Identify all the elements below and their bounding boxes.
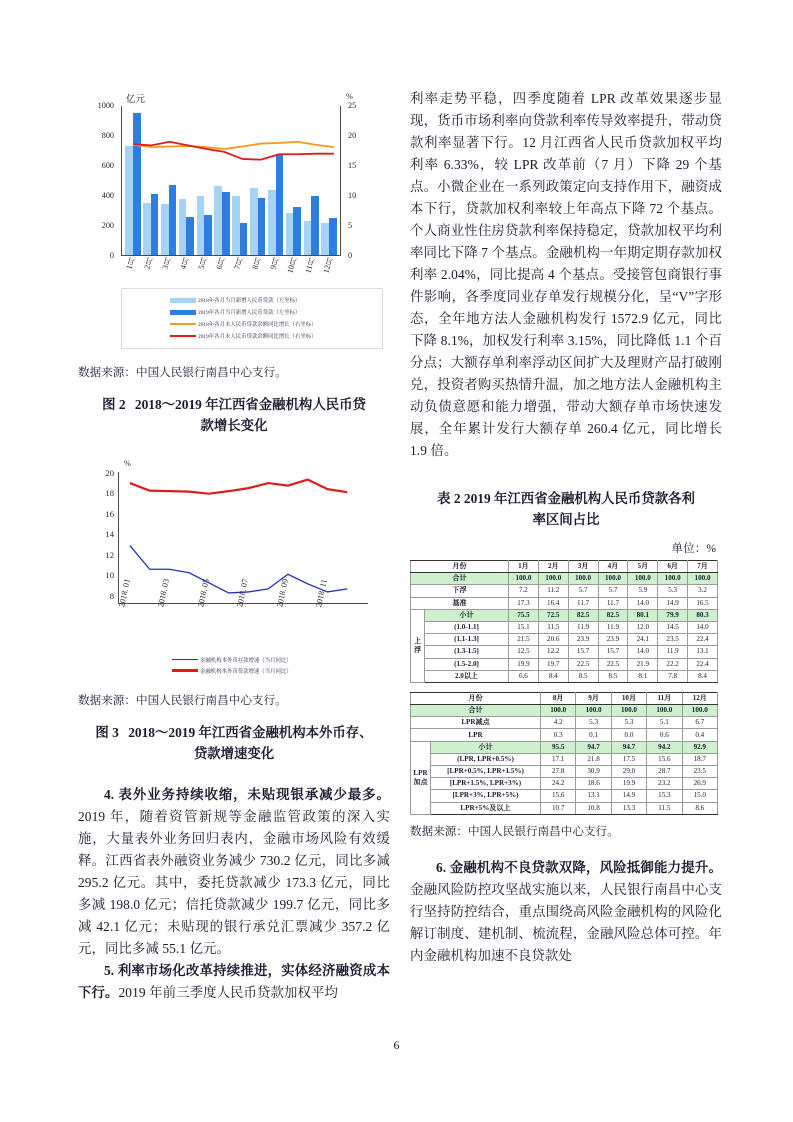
chart2-x-tick: 8月 <box>250 256 263 271</box>
table-cell: 5.7 <box>568 585 598 597</box>
table-row <box>411 766 718 778</box>
table-cell: 15.0 <box>682 790 717 802</box>
table-cell: 82.5 <box>568 609 598 621</box>
chart3-ytick-14: 14 <box>105 529 114 539</box>
table-header-cell: 4月 <box>598 561 628 573</box>
chart2-legend-label: 2018年各月末人民币贷款余额同比增长（右坐标） <box>198 321 317 329</box>
table-cell: 8.4 <box>538 670 568 682</box>
table-side-label: LPR加点 <box>411 741 431 814</box>
chart2-y2tick-20: 20 <box>348 131 357 140</box>
table-cell: 6.7 <box>682 717 717 729</box>
table-cell: 22.5 <box>568 658 598 670</box>
table-header-cell: 2月 <box>538 561 568 573</box>
table-cell: 22.4 <box>688 658 718 670</box>
chart2-y2tick-10: 10 <box>348 191 357 200</box>
table-2-title-line2: 率区间占比 <box>532 512 600 527</box>
chart2-legend-item <box>122 330 382 342</box>
table-cell: 100.0 <box>647 705 682 717</box>
table-cell: 79.9 <box>658 609 688 621</box>
table-cell: 11.5 <box>538 621 568 633</box>
table-cell: 13.1 <box>576 790 611 802</box>
table-cell: 14.0 <box>628 597 658 609</box>
table-cell: 15.6 <box>541 790 576 802</box>
chart2-legend <box>121 288 383 349</box>
table-cell: 10.7 <box>541 802 576 814</box>
table-cell: 8.5 <box>568 670 598 682</box>
table-row-label: LPR+5%及以上 <box>431 802 541 814</box>
chart3-ytick-16: 16 <box>105 509 114 519</box>
chart3-x-tick: 2018. 11 <box>314 578 330 608</box>
figure-2-label: 图 2 <box>102 397 126 412</box>
chart2-ytick-800: 800 <box>101 131 114 140</box>
table-row <box>411 609 718 621</box>
chart2-y2tick-0: 0 <box>348 251 353 260</box>
table-cell: 11.2 <box>538 585 568 597</box>
chart2-left-axis-unit: 亿元 <box>126 95 146 105</box>
table-2-block-1 <box>410 560 718 683</box>
table-header-cell: 月份 <box>411 561 509 573</box>
table-cell: 100.0 <box>598 573 628 585</box>
paragraph-5 <box>78 960 390 1004</box>
table-cell: 24.2 <box>541 778 576 790</box>
table-cell: 27.8 <box>541 766 576 778</box>
paragraph-top-continuation: 利率走势平稳，四季度随着 LPR 改革效果逐步显现，货币市场利率向贷款利率传导效率提升，带动贷款利率显著下行。12 月江西省人民币贷款加权平均利率 6.33%，较 LPR 改革前（7 月）下降 29 个基点。小微企业在一系列政策定向支持作用下，融资成本下行，贷款加权利率较上年高点下降 72 个基点。个人商业性住房贷款利率保持稳定，贷款加权平均利率同比下降 7 个基点。金融机构一年期定期存款加权利率 2.04%，同比提高 4 个基点。受接管包商银行事件影响，各季度同业存单发行规模分化，呈“V”字形态，全年地方法人金融机构发行 1572.9 亿元，同比下降 8.1%，加权发行利率 3.15%，同比降低 1.1 个百分点；大额存单利率浮动区间扩大及理财产品打破刚兑，投资者购买热情升温，加之地方法人金融机构主动负债意愿和能力增强，带动大额存单市场快速发展，全年累计发行大额存单 260.4 亿元，同比增长 1.9 倍。 <box>410 91 722 458</box>
table-cell: 29.0 <box>611 766 646 778</box>
table-cell: 92.9 <box>682 741 717 753</box>
table-cell: 21.8 <box>576 753 611 765</box>
table-2-title-line1: 2019 年江西省金融机构人民币贷款各利 <box>463 491 695 506</box>
table-row <box>411 670 718 682</box>
chart3-x-tick: 2018. 01 <box>117 578 132 608</box>
table-cell: 23.9 <box>568 634 598 646</box>
chart2-ytick-1000: 1000 <box>97 101 114 110</box>
chart2-x-tick: 4月 <box>178 256 191 271</box>
figure-3-title-line1: 2018～2019 年江西省金融机构本外币存、 <box>128 725 373 740</box>
chart2-legend-label: 2019年各月当月新增人民币贷款（左坐标） <box>198 309 301 317</box>
left-column <box>78 88 390 1004</box>
chart3-ytick-8: 8 <box>109 591 114 601</box>
table-2-block-2 <box>410 692 718 815</box>
chart2-x-tick: 3月 <box>160 256 173 271</box>
paragraph-6 <box>410 857 722 967</box>
table-2-block-1-wrapper <box>410 560 722 683</box>
table-cell: 16.4 <box>538 597 568 609</box>
table-cell: 22.4 <box>688 634 718 646</box>
table-2-caption <box>410 488 722 530</box>
table-cell: 12.0 <box>628 621 658 633</box>
figure-3-title-line2: 贷款增速变化 <box>193 746 275 761</box>
table-cell: 100.0 <box>538 573 568 585</box>
chart3-x-tick: 2018. 09 <box>275 578 290 608</box>
table-cell: 11.5 <box>647 802 682 814</box>
chart3-ytick-12: 12 <box>105 550 114 560</box>
table-row-label: 合计 <box>411 705 541 717</box>
table-cell: 15.7 <box>598 646 628 658</box>
table-cell: 5.3 <box>611 717 646 729</box>
table-cell: 24.1 <box>628 634 658 646</box>
chart2-x-tick: 10月 <box>285 256 299 275</box>
table-cell: 30.9 <box>576 766 611 778</box>
chart3-legend-label: 金融机构本外币存款增速（当月同比） <box>200 657 292 664</box>
chart2-ytick-0: 0 <box>109 251 114 260</box>
figure-2-chart <box>78 88 390 356</box>
table-cell: 22.2 <box>658 658 688 670</box>
chart3-ytick-10: 10 <box>105 570 114 580</box>
chart3-legend-swatch <box>172 659 198 661</box>
table-row <box>411 658 718 670</box>
chart3-ytick-18: 18 <box>105 488 114 498</box>
table-cell: 18.6 <box>576 778 611 790</box>
table-cell: 95.5 <box>541 741 576 753</box>
table-cell: 14.0 <box>628 646 658 658</box>
table-row <box>411 634 718 646</box>
table-row-label: (1.5-2.0] <box>425 658 509 670</box>
table-row <box>411 585 718 597</box>
right-column <box>410 88 722 967</box>
chart2-x-axis-labels <box>121 258 341 284</box>
chart2-legend-swatch <box>170 298 196 303</box>
table-cell: 80.3 <box>688 609 718 621</box>
table-cell: 17.1 <box>541 753 576 765</box>
table-2-block-2-wrapper <box>410 692 722 815</box>
figure-3-chart <box>78 452 390 684</box>
chart3-legend <box>136 654 336 676</box>
paragraph-6-body: 金融风险防控攻坚战实施以来，人民银行南昌中心支行坚持防控结合，重点围绕高风险金融机构的风险化解订制度、建机制、梳流程，金融风险总体可控。年内金融机构加速不良贷款处 <box>410 881 722 963</box>
chart2-legend-label: 2019年各月末人民币贷款余额同比增长（右坐标） <box>198 333 317 341</box>
table-cell: 75.5 <box>509 609 539 621</box>
table-cell: 11.9 <box>658 646 688 658</box>
chart2-ytick-600: 600 <box>101 161 114 170</box>
chart2-x-tick: 1月 <box>124 256 137 271</box>
table-header-cell: 月份 <box>411 692 541 704</box>
table-cell: 15.3 <box>647 790 682 802</box>
table-header-cell: 11月 <box>647 692 682 704</box>
chart3-axis-unit: % <box>124 459 131 468</box>
table-cell: 82.5 <box>598 609 628 621</box>
table-row <box>411 621 718 633</box>
table-cell: 11.7 <box>568 597 598 609</box>
table-cell: 18.7 <box>682 753 717 765</box>
table-cell: 15.1 <box>509 621 539 633</box>
table-cell: 8.1 <box>628 670 658 682</box>
chart3-line <box>130 480 347 494</box>
table-row-label: [LPR+1.5%, LPR+3%) <box>431 778 541 790</box>
table-cell: 14.9 <box>611 790 646 802</box>
table-row-label: 合计 <box>411 573 509 585</box>
table-header-cell: 7月 <box>688 561 718 573</box>
chart2-legend-item <box>122 294 382 306</box>
chart2-y2tick-25: 25 <box>348 101 357 110</box>
table-row <box>411 573 718 585</box>
table-row <box>411 646 718 658</box>
table-cell: 100.0 <box>688 573 718 585</box>
chart2-y2tick-5: 5 <box>348 221 353 230</box>
table-cell: 5.9 <box>628 585 658 597</box>
table-cell: 19.9 <box>611 778 646 790</box>
table-cell: 5.3 <box>576 717 611 729</box>
table-cell: 20.6 <box>538 634 568 646</box>
table-row <box>411 802 718 814</box>
table-row <box>411 778 718 790</box>
table-cell: 100.0 <box>576 705 611 717</box>
chart2-plot-area <box>121 106 341 256</box>
table-header-cell: 12月 <box>682 692 717 704</box>
table-cell: 17.5 <box>611 753 646 765</box>
table-cell: 28.7 <box>647 766 682 778</box>
chart2-x-tick: 5月 <box>196 256 209 271</box>
chart2-legend-item <box>122 306 382 318</box>
table-cell: 15.7 <box>568 646 598 658</box>
table-cell: 8.5 <box>598 670 628 682</box>
table-row-label: 小计 <box>431 741 541 753</box>
table-header-cell: 5月 <box>628 561 658 573</box>
table-cell: 94.2 <box>647 741 682 753</box>
figure-3-label: 图 3 <box>95 725 119 740</box>
table-cell: 100.0 <box>658 573 688 585</box>
table-cell: 3.2 <box>688 585 718 597</box>
chart2-ytick-200: 200 <box>101 221 114 230</box>
table-row-label: 下浮 <box>411 585 509 597</box>
table-header-cell: 6月 <box>658 561 688 573</box>
table-cell: 23.9 <box>598 634 628 646</box>
table-cell: 12.2 <box>538 646 568 658</box>
paragraph-5-heading: 5. 利率市场化改革持续推进，实体经济融资成本下行。 <box>78 963 390 1000</box>
table-header-cell: 10月 <box>611 692 646 704</box>
chart2-right-axis-unit: % <box>346 92 353 101</box>
figure-2-title-line2: 款增长变化 <box>200 418 268 433</box>
table-cell: 100.0 <box>628 573 658 585</box>
table-cell: 0.6 <box>647 729 682 741</box>
table-cell: 23.2 <box>647 778 682 790</box>
table-cell: 11.7 <box>598 597 628 609</box>
table-cell: 22.5 <box>598 658 628 670</box>
table-cell: 19.9 <box>509 658 539 670</box>
table-cell: 14.5 <box>658 621 688 633</box>
table-row <box>411 597 718 609</box>
table-cell: 16.5 <box>688 597 718 609</box>
table-cell: 14.0 <box>688 621 718 633</box>
table-header-row <box>411 692 718 704</box>
chart2-x-tick: 2月 <box>142 256 155 271</box>
page-number: 6 <box>393 1038 400 1052</box>
table-row <box>411 741 718 753</box>
chart3-ytick-20: 20 <box>105 468 114 478</box>
table-row <box>411 790 718 802</box>
table-cell: 94.7 <box>576 741 611 753</box>
table-header-row <box>411 561 718 573</box>
paragraph-4-heading: 4. 表外业务持续收缩，未贴现银承减少最多。 <box>104 787 390 802</box>
table-cell: 8.6 <box>682 802 717 814</box>
chart3-legend-item <box>136 654 336 665</box>
chart2-line-overlay <box>122 106 341 255</box>
table-cell: 80.1 <box>628 609 658 621</box>
table-cell: 5.3 <box>658 585 688 597</box>
chart2-x-tick: 12月 <box>321 256 335 275</box>
figure-3-source: 数据来源：中国人民银行南昌中心支行。 <box>78 694 287 707</box>
figure-2-caption <box>78 394 390 436</box>
table-row-label: LPR <box>411 729 541 741</box>
table-row-label: [LPR+3%, LPR+5%) <box>431 790 541 802</box>
paragraph-4 <box>78 784 390 960</box>
figure-2-source: 数据来源：中国人民银行南昌中心支行。 <box>78 366 287 379</box>
table-cell: 5.7 <box>598 585 628 597</box>
paragraph-4-body: 2019 年，随着资管新规等金融监管政策的深入实施，大量表外业务回归表内，金融市场风险有效缓释。江西省表外融资业务减少 730.2 亿元，同比多减 295.2 亿元。其中，委托贷款减少 173.3 亿元，同比多减 198.0 亿元；信托贷款减少 199.7 亿元，同比多减 42.1 亿元；未贴现的银行承兑汇票减少 357.2 亿元，同比多减 55.1 亿元。 <box>78 809 390 956</box>
chart2-legend-swatch <box>170 310 196 315</box>
table-side-label: 上浮 <box>411 609 425 682</box>
chart2-x-tick: 11月 <box>303 256 317 274</box>
table-row-label: LPR减点 <box>411 717 541 729</box>
table-row-label: 小计 <box>425 609 509 621</box>
table-cell: 100.0 <box>541 705 576 717</box>
chart3-x-tick: 2018. 05 <box>196 578 211 608</box>
table-row-label: [LPR+0.5%, LPR+1.5%) <box>431 766 541 778</box>
table-cell: 72.5 <box>538 609 568 621</box>
table-cell: 12.5 <box>509 646 539 658</box>
table-cell: 94.7 <box>611 741 646 753</box>
table-cell: 7.2 <box>509 585 539 597</box>
chart2-line <box>133 142 334 160</box>
table-cell: 17.3 <box>509 597 539 609</box>
table-cell: 0.1 <box>576 729 611 741</box>
paragraph-5-body: 2019 年前三季度人民币贷款加权平均 <box>118 985 338 1000</box>
table-row-label: (LPR, LPR+0.5%) <box>431 753 541 765</box>
table-cell: 10.8 <box>576 802 611 814</box>
table-cell: 4.2 <box>541 717 576 729</box>
table-cell: 19.7 <box>538 658 568 670</box>
table-cell: 13.3 <box>611 802 646 814</box>
table-header-cell: 3月 <box>568 561 598 573</box>
table-cell: 23.5 <box>658 634 688 646</box>
figure-2-title-line1: 2018～2019 年江西省金融机构人民币贷 <box>134 397 366 412</box>
paragraph-6-heading: 6. 金融机构不良贷款双降，风险抵御能力提升。 <box>436 859 722 875</box>
chart2-x-tick: 6月 <box>214 256 227 271</box>
table-2-unit: 单位：% <box>671 542 716 555</box>
table-row-label: (1.3-1.5] <box>425 646 509 658</box>
table-cell: 100.0 <box>568 573 598 585</box>
chart3-x-tick: 2018. 07 <box>235 578 251 608</box>
table-row <box>411 717 718 729</box>
table-cell: 0.0 <box>611 729 646 741</box>
table-row <box>411 705 718 717</box>
chart3-x-tick: 2018. 03 <box>156 578 172 608</box>
table-cell: 6.6 <box>509 670 539 682</box>
table-row-label: (1.1-1.3] <box>425 634 509 646</box>
table-cell: 8.4 <box>688 670 718 682</box>
chart3-legend-label: 金融机构本外币贷款增速（当月同比） <box>200 668 292 675</box>
table-header-cell: 9月 <box>576 692 611 704</box>
chart2-legend-swatch <box>170 335 196 338</box>
table-cell: 5.1 <box>647 717 682 729</box>
chart3-legend-swatch <box>172 669 198 672</box>
table-cell: 0.4 <box>682 729 717 741</box>
chart2-x-tick: 7月 <box>232 256 245 271</box>
table-2-label: 表 2 <box>437 491 461 506</box>
table-cell: 11.9 <box>598 621 628 633</box>
chart2-y2tick-15: 15 <box>348 161 357 170</box>
table-cell: 0.3 <box>541 729 576 741</box>
table-row <box>411 729 718 741</box>
table-cell: 21.9 <box>628 658 658 670</box>
chart2-legend-label: 2018年各月当月新增人民币贷款（左坐标） <box>198 297 301 305</box>
chart2-legend-item <box>122 318 382 330</box>
table-cell: 15.6 <box>647 753 682 765</box>
figure-3-caption <box>78 722 390 764</box>
table-cell: 23.5 <box>682 766 717 778</box>
table-cell: 11.9 <box>568 621 598 633</box>
table-cell: 14.9 <box>658 597 688 609</box>
table-cell: 100.0 <box>611 705 646 717</box>
chart2-ytick-400: 400 <box>101 191 114 200</box>
table-row <box>411 753 718 765</box>
table-cell: 26.9 <box>682 778 717 790</box>
table-cell: 21.5 <box>509 634 539 646</box>
chart3-legend-item <box>136 665 336 676</box>
table-row-label: 基准 <box>411 597 509 609</box>
table-row-label: 2.0以上 <box>425 670 509 682</box>
table-row-label: (1.0-1.1] <box>425 621 509 633</box>
table-cell: 100.0 <box>509 573 539 585</box>
table-2-source: 数据来源：中国人民银行南昌中心支行。 <box>410 824 619 838</box>
chart2-x-tick: 9月 <box>268 256 281 271</box>
table-header-cell: 1月 <box>509 561 539 573</box>
table-cell: 13.1 <box>688 646 718 658</box>
chart2-legend-swatch <box>170 323 196 326</box>
table-cell: 7.8 <box>658 670 688 682</box>
table-cell: 100.0 <box>682 705 717 717</box>
table-header-cell: 8月 <box>541 692 576 704</box>
